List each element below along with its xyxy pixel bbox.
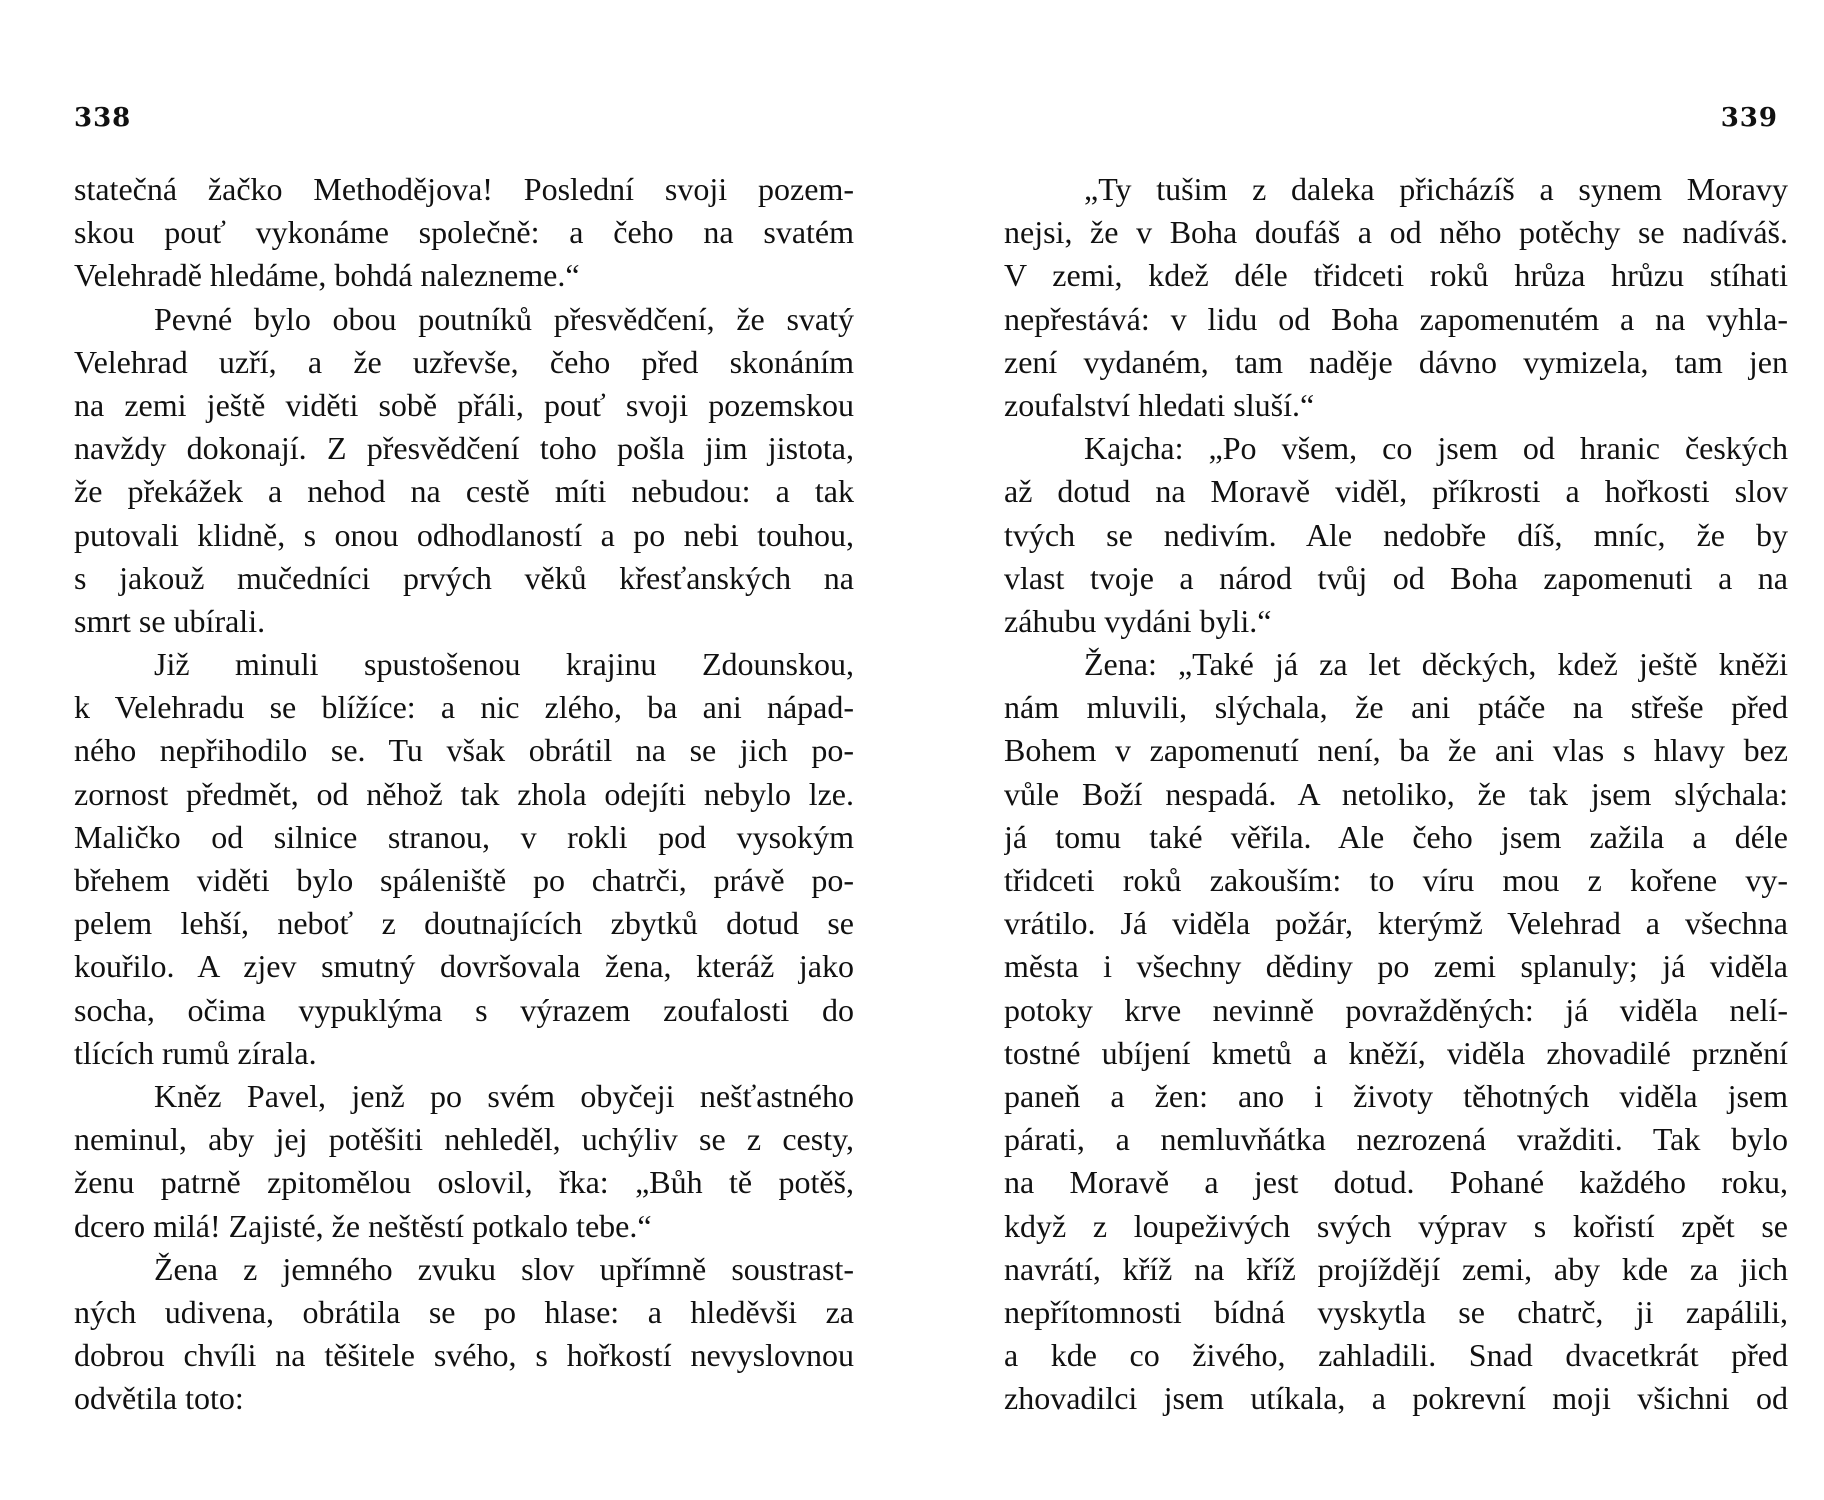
text-line: Žena z jemného zvuku slov upřímně soustrast- (154, 1250, 854, 1287)
text-line: Velehrad uzří, a že uzřevše, čeho před skonáním (74, 343, 854, 380)
text-line: a kde co živého, zahladili. Snad dvacetkrát před (1004, 1337, 1788, 1374)
text-line: záhubu vydáni byli.“ (1004, 602, 1272, 639)
text-line: ného nepřihodilo se. Tu však obrátil na se jich po- (74, 732, 854, 769)
text-line: putovali klidně, s onou odhodlaností a po nebi touhou, (74, 516, 854, 553)
text-line: pelem lehší, neboť z doutnajících zbytků dotud se (74, 905, 854, 942)
text-line: na Moravě a jest dotud. Pohané každého roku, (1004, 1164, 1788, 1201)
text-line: dcero milá! Zajisté, že neštěstí potkalo tebe.“ (74, 1207, 652, 1244)
text-line: vlast tvoje a národ tvůj od Boha zapomenuti a na (1004, 559, 1788, 596)
text-line: vůle Boží nespadá. A netoliko, že tak jsem slýchala: (1004, 775, 1788, 812)
text-line: V zemi, kdež déle třidceti roků hrůza hrůzu stíhati (1004, 257, 1788, 294)
text-line: města i všechny dědiny po zemi splanuly; já viděla (1004, 948, 1788, 985)
text-line: že překážek a nehod na cestě míti nebudou: a tak (74, 473, 854, 510)
text-line: vrátilo. Já viděla požár, kterýmž Velehrad a všechna (1004, 905, 1788, 942)
right-page-text (1004, 168, 1788, 1420)
text-line: ných udivena, obrátila se po hlase: a hleděvši za (74, 1293, 854, 1330)
text-line: zení vydaném, tam naděje dávno vymizela, tam jen (1004, 343, 1788, 380)
text-line: smrt se ubírali. (74, 602, 266, 639)
page-number-left: 338 (74, 103, 132, 133)
text-line: Žena: „Také já za let děckých, kdež ještě kněži (1084, 646, 1788, 683)
text-line: nám mluvili, slýchala, že ani ptáče na střeše před (1004, 689, 1788, 726)
text-line: navždy dokonají. Z přesvědčení toho pošla jim jistota, (74, 430, 854, 467)
text-line: kouřilo. A zjev smutný dovršovala žena, kteráž jako (74, 948, 854, 985)
text-line: Pevné bylo obou poutníků přesvědčení, že svatý (154, 300, 854, 337)
text-line: nepřítomnosti bídná vyskytla se chatrč, ji zapálili, (1004, 1293, 1788, 1330)
text-line: břehem viděti bylo spáleniště po chatrči, právě po- (74, 862, 854, 898)
text-line: skou pouť vykonáme společně: a čeho na svatém (74, 214, 854, 251)
text-line: ženu patrně zpitomělou oslovil, řka: „Bůh tě potěš, (74, 1164, 854, 1201)
text-line: zhovadilci jsem utíkala, a pokrevní moji všichni od (1004, 1380, 1788, 1417)
text-line: paneň a žen: ano i životy těhotných viděla jsem (1004, 1077, 1788, 1114)
left-page-text (74, 168, 854, 1420)
text-line: já tomu také věřila. Ale čeho jsem zažila a déle (1004, 818, 1788, 855)
text-line: když z loupeživých svých výprav s kořistí zpět se (1004, 1207, 1788, 1244)
text-line: dobrou chvíli na těšitele svého, s hořkostí nevyslovnou (74, 1337, 854, 1374)
text-line: zornost předmět, od něhož tak zhola odejíti nebylo lze. (74, 775, 854, 812)
text-line: Kajcha: „Po všem, co jsem od hranic českých (1084, 430, 1788, 467)
text-line: neminul, aby jej potěšiti nehleděl, uchýliv se z cesty, (74, 1121, 854, 1158)
text-line: Velehradě hledáme, bohdá nalezneme.“ (74, 257, 580, 294)
text-line: Bohem v zapomenutí není, ba že ani vlas s hlavy bez (1004, 732, 1788, 769)
text-line: třidceti roků zakouším: to víru mou z kořene vy- (1004, 862, 1788, 898)
text-line: tlících rumů zírala. (74, 1034, 317, 1071)
text-line: odvětila toto: (74, 1380, 244, 1417)
text-line: nejsi, že v Boha doufáš a od něho potěchy se nadíváš. (1004, 214, 1788, 251)
text-line: Již minuli spustošenou krajinu Zdounskou, (154, 646, 854, 683)
text-line: statečná žačko Methodějova! Poslední svoji pozem- (74, 171, 854, 207)
text-line: s jakouž mučedníci prvých věků křesťanských na (74, 559, 854, 596)
text-line: Kněz Pavel, jenž po svém obyčeji nešťastného (154, 1077, 854, 1114)
text-line: párati, a nemluvňátka nezrozená vražditi. Tak bylo (1004, 1121, 1788, 1158)
text-line: navrátí, kříž na kříž projíždějí zemi, aby kde za jich (1004, 1250, 1788, 1287)
text-line: tostné ubíjení kmetů a kněží, viděla zhovadilé prznění (1004, 1034, 1788, 1071)
text-line: socha, očima vypuklýma s výrazem zoufalosti do (74, 991, 854, 1028)
text-line: tvých se nedivím. Ale nedobře díš, mníc, že by (1004, 516, 1788, 553)
text-line: až dotud na Moravě viděl, příkrosti a hořkosti slov (1004, 473, 1788, 510)
page-number-right: 339 (1720, 103, 1778, 133)
text-line: potoky krve nevinně povražděných: já viděla nelí- (1004, 991, 1788, 1028)
text-line: nepřestává: v lidu od Boha zapomenutém a na vyhla- (1004, 300, 1788, 337)
text-line: Maličko od silnice stranou, v rokli pod vysokým (74, 818, 854, 855)
right-page (912, 0, 1824, 1500)
text-line: k Velehradu se blížíce: a nic zlého, ba ani nápad- (74, 689, 854, 726)
text-line: na zemi ještě viděti sobě přáli, pouť svoji pozemskou (74, 386, 854, 423)
text-line: zoufalství hledati sluší.“ (1004, 386, 1315, 423)
text-line: „Ty tušim z daleka přicházíš a synem Moravy (1084, 171, 1788, 207)
